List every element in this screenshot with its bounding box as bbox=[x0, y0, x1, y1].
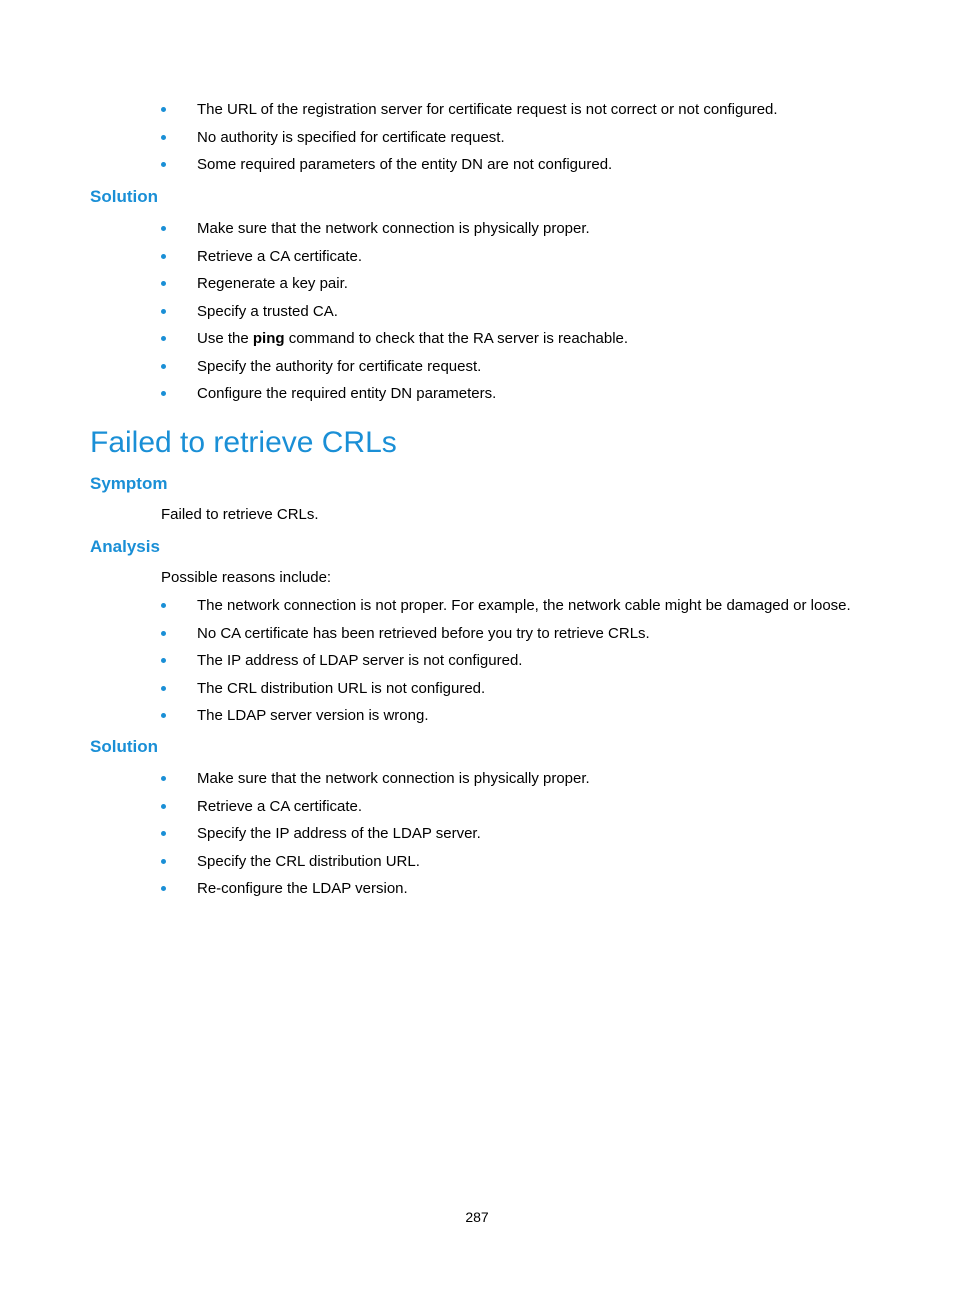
list-item: Retrieve a CA certificate. bbox=[161, 793, 590, 821]
list-item: The LDAP server version is wrong. bbox=[161, 702, 851, 730]
list-item: Some required parameters of the entity DN are not configured. bbox=[161, 151, 778, 179]
list-item: Regenerate a key pair. bbox=[161, 270, 628, 298]
list-item: Retrieve a CA certificate. bbox=[161, 243, 628, 271]
bullet-icon bbox=[161, 713, 166, 718]
page-number: 287 bbox=[465, 1209, 489, 1225]
list-item: Re-configure the LDAP version. bbox=[161, 875, 590, 903]
analysis-heading: Analysis bbox=[90, 537, 160, 556]
bullet-icon bbox=[161, 281, 166, 286]
bullet-icon bbox=[161, 391, 166, 396]
bullet-icon bbox=[161, 254, 166, 259]
list-item: Specify the authority for certificate request. bbox=[161, 353, 628, 381]
analysis-intro: Possible reasons include: bbox=[161, 569, 332, 586]
list-item: Specify the IP address of the LDAP server. bbox=[161, 820, 590, 848]
bullet-icon bbox=[161, 631, 166, 636]
list-item: The CRL distribution URL is not configured. bbox=[161, 675, 851, 703]
list-item: No authority is specified for certificate request. bbox=[161, 124, 778, 152]
bullet-icon bbox=[161, 336, 166, 341]
bullet-icon bbox=[161, 886, 166, 891]
bullet-icon bbox=[161, 135, 166, 140]
bullet-icon bbox=[161, 831, 166, 836]
list-item: Make sure that the network connection is physically proper. bbox=[161, 215, 628, 243]
list-item: Make sure that the network connection is physically proper. bbox=[161, 765, 590, 793]
list-item: The IP address of LDAP server is not configured. bbox=[161, 647, 851, 675]
bullet-icon bbox=[161, 107, 166, 112]
reasons-list bbox=[161, 96, 778, 179]
list-item: Configure the required entity DN parameters. bbox=[161, 380, 628, 408]
list-item: Specify the CRL distribution URL. bbox=[161, 848, 590, 876]
analysis-list bbox=[161, 592, 851, 730]
bullet-icon bbox=[161, 859, 166, 864]
symptom-heading: Symptom bbox=[90, 474, 168, 493]
bullet-icon bbox=[161, 686, 166, 691]
bullet-icon bbox=[161, 658, 166, 663]
bullet-icon bbox=[161, 309, 166, 314]
list-item: Use the ping command to check that the RA server is reachable. bbox=[161, 325, 628, 353]
list-item: The network connection is not proper. For example, the network cable might be damaged or loose. bbox=[161, 592, 851, 620]
bullet-icon bbox=[161, 226, 166, 231]
bullet-icon bbox=[161, 603, 166, 608]
bullet-icon bbox=[161, 364, 166, 369]
solution-list bbox=[161, 765, 590, 903]
list-item: Specify a trusted CA. bbox=[161, 298, 628, 326]
command-keyword: ping bbox=[252, 330, 285, 347]
bullet-icon bbox=[161, 776, 166, 781]
solution-heading: Solution bbox=[90, 187, 158, 206]
list-item: The URL of the registration server for certificate request is not correct or not configured. bbox=[161, 96, 778, 124]
section-title: Failed to retrieve CRLs bbox=[90, 426, 397, 459]
symptom-text: Failed to retrieve CRLs. bbox=[161, 506, 319, 523]
bullet-icon bbox=[161, 162, 166, 167]
solution-heading: Solution bbox=[90, 737, 158, 756]
solution-list bbox=[161, 215, 628, 408]
list-item: No CA certificate has been retrieved before you try to retrieve CRLs. bbox=[161, 620, 851, 648]
bullet-icon bbox=[161, 804, 166, 809]
